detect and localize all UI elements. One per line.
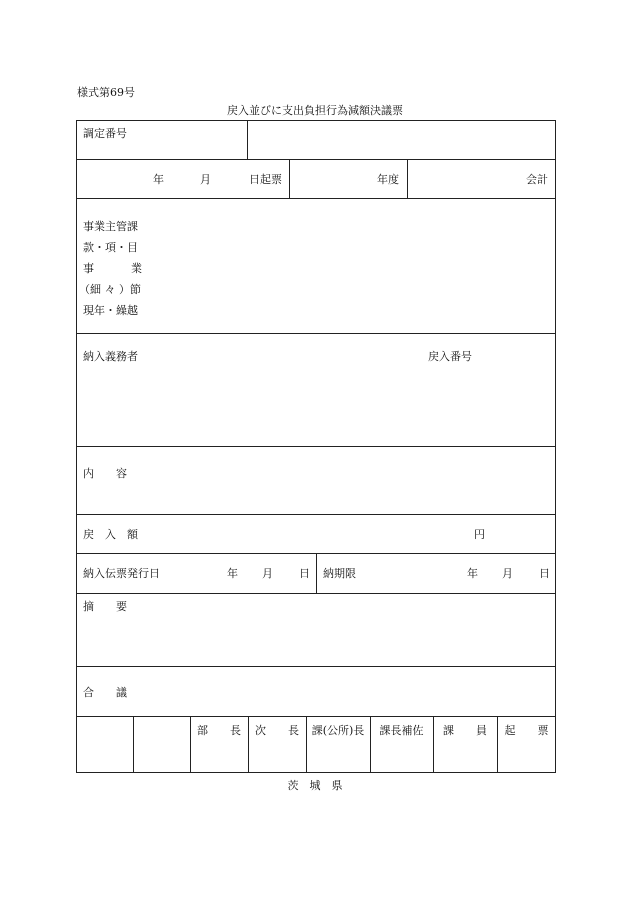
approval-title-cell: 課(公所)長 — [311, 724, 365, 737]
summary-label: 摘 要 — [83, 600, 127, 613]
row-divider — [76, 716, 556, 717]
approval-title-cell: 起 票 — [504, 724, 549, 737]
account-code-item: 現年・繰越 — [83, 304, 138, 317]
account-code-item: （細 々 ）節 — [79, 283, 141, 296]
cell-divider — [289, 159, 290, 198]
cell-divider — [407, 159, 408, 198]
row-divider — [76, 198, 556, 199]
yen-unit-label: 円 — [474, 528, 485, 541]
account-code-item: 款・項・目 — [83, 241, 138, 254]
slip-issue-date-label: 納入伝票発行日 — [83, 567, 160, 580]
approval-title-cell: 課 員 — [443, 724, 487, 737]
row-divider — [76, 514, 556, 515]
voucher-year-label: 年 — [153, 173, 164, 186]
issue-month-label: 月 — [262, 567, 273, 580]
deadline-day-label: 日 — [539, 567, 550, 580]
refund-amount-label: 戻 入 額 — [83, 528, 138, 541]
row-divider — [76, 333, 556, 334]
approval-title-cell: 次 長 — [255, 724, 299, 737]
account-label: 会計 — [526, 173, 548, 186]
refund-number-label: 戻入番号 — [428, 350, 472, 363]
cell-divider — [133, 716, 134, 773]
approval-title-cell: 課長補佐 — [379, 724, 424, 737]
payer-label: 納入義務者 — [83, 350, 138, 363]
account-code-item: 事 業 — [83, 262, 143, 275]
fiscal-year-label: 年度 — [377, 173, 399, 186]
row-divider — [76, 666, 556, 667]
cell-divider — [247, 120, 248, 159]
row-divider — [76, 593, 556, 594]
approval-title-cell: 部 長 — [197, 724, 241, 737]
assessment-number-label: 調定番号 — [83, 127, 127, 140]
issue-year-label: 年 — [227, 567, 238, 580]
account-code-item: 事業主管課 — [83, 220, 138, 233]
issue-day-label: 日 — [299, 567, 310, 580]
cell-divider — [316, 553, 317, 593]
prefecture-footer: 茨 城 県 — [287, 779, 343, 792]
voucher-month-label: 月 — [200, 173, 211, 186]
row-divider — [76, 159, 556, 160]
consultation-label: 合 議 — [83, 686, 127, 699]
payment-deadline-label: 納期限 — [323, 567, 356, 580]
deadline-month-label: 月 — [502, 567, 513, 580]
voucher-day-label: 日起票 — [249, 173, 282, 186]
row-divider — [76, 446, 556, 447]
deadline-year-label: 年 — [467, 567, 478, 580]
form-number: 様式第69号 — [77, 86, 135, 99]
form-title: 戻入並びに支出負担行為減額決議票 — [227, 104, 403, 117]
content-label: 内 容 — [83, 467, 127, 480]
